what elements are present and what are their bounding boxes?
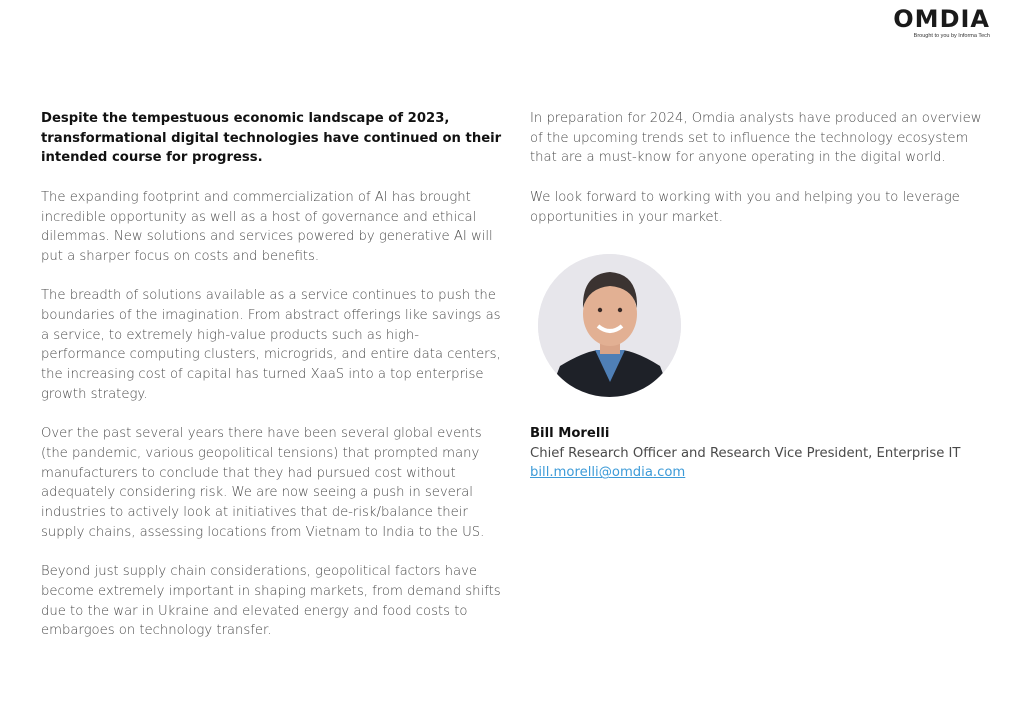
author-profile bbox=[530, 424, 1000, 483]
author-title: Chief Research Officer and Research Vice President, Enterprise IT bbox=[530, 445, 961, 461]
body-paragraph-geopolitics: Beyond just supply chain considerations, geopolitical factors have become extremely important in shaping markets, from demand shifts due to the war in Ukraine and elevated energy and food costs to embargoes on technology transfer. bbox=[41, 564, 501, 639]
logo-tagline: Brought to you by Informa Tech bbox=[913, 33, 990, 39]
author-name: Bill Morelli bbox=[530, 426, 610, 441]
intro-paragraph: In preparation for 2024, Omdia analysts have produced an overview of the upcoming trends set to influence the technology ecosystem that are a must-know for anyone operating in the digital world. bbox=[530, 111, 982, 166]
body-paragraph-ai: The expanding footprint and commercialization of AI has brought incredible opportunity as well as a host of governance and ethical dilemmas. New solutions and services powered by generative AI will put a sharper focus on costs and benefits. bbox=[41, 189, 493, 264]
author-email-link[interactable]: bill.morelli@omdia.com bbox=[530, 465, 686, 481]
author-photo bbox=[538, 254, 681, 397]
omdia-logo bbox=[890, 6, 990, 40]
author-portrait-illustration bbox=[538, 254, 681, 397]
lead-paragraph: Despite the tempestuous economic landscape of 2023, transformational digital technologies have continued on their intended course for progress. bbox=[41, 111, 502, 166]
left-column bbox=[41, 109, 503, 661]
body-paragraph-xaas: The breadth of solutions available as a service continues to push the boundaries of the imagination. From abstract offerings like savings as a service, to extremely high-value products such as high-performance computing clusters, microgrids, and entire data centers, the increasing cost of capital has turned XaaS into a top enterprise growth strategy. bbox=[41, 288, 501, 402]
body-paragraph-supply-chain: Over the past several years there have been several global events (the pandemic, various geopolitical tensions) that prompted many manufacturers to conclude that they had pursued cost without adequately considering risk. We are now seeing a push in several industries to actively look at initiatives that de-risk/balance their supply chains, assessing locations from Vietnam to India to the US. bbox=[41, 426, 485, 540]
right-column bbox=[530, 109, 992, 247]
closing-paragraph: We look forward to working with you and helping you to leverage opportunities in your market. bbox=[530, 189, 960, 225]
logo-wordmark: OMDIA bbox=[893, 5, 990, 33]
